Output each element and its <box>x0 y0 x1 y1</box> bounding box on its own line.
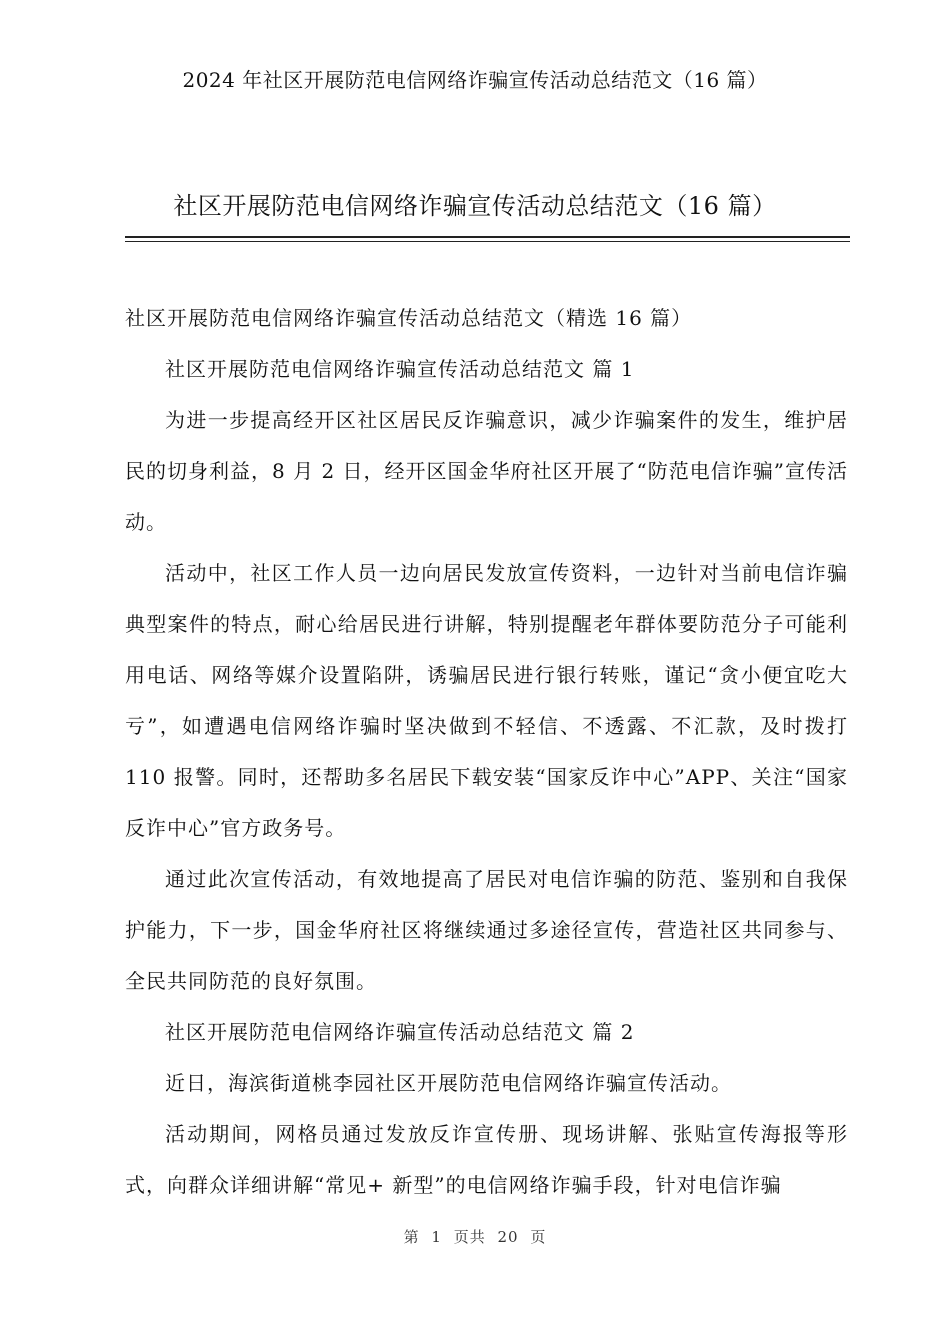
document-title: 社区开展防范电信网络诈骗宣传活动总结范文（16 篇） <box>173 192 777 220</box>
body-paragraph: 活动期间，网格员通过发放反诈宣传册、现场讲解、张贴宣传海报等形式，向群众详细讲解“常见+ 新型”的电信网络诈骗手段，针对电信诈骗 <box>125 1122 848 1197</box>
page-number: 第 1 页共 20 页 <box>403 1228 547 1246</box>
title-rule-thick <box>125 236 850 238</box>
section-heading-1: 社区开展防范电信网络诈骗宣传活动总结范文 篇 1 <box>165 357 635 381</box>
body-paragraph: 活动中，社区工作人员一边向居民发放宣传资料，一边针对当前电信诈骗典型案件的特点，耐心给居民进行讲解，特别提醒老年群体要防范分子可能利用电话、网络等媒介设置陷阱，诱骗居民进行银行转账，谨记“贪小便宜吃大亏”，如遭遇电信网络诈骗时坚决做到不轻信、不透露、不汇款，及时拨打 110 报警。同时，还帮助多名居民下载安装“国家反诈中心”APP、关注“国家反诈中心”官方政务号。 <box>125 561 848 840</box>
body-paragraph: 通过此次宣传活动，有效地提高了居民对电信诈骗的防范、鉴别和自我保护能力，下一步，国金华府社区将继续通过多途径宣传，营造社区共同参与、全民共同防范的良好氛围。 <box>125 867 848 993</box>
body-paragraph: 为进一步提高经开区社区居民反诈骗意识，减少诈骗案件的发生，维护居民的切身利益，8 月 2 日，经开区国金华府社区开展了“防范电信诈骗”宣传活动。 <box>125 408 848 534</box>
document-subtitle: 社区开展防范电信网络诈骗宣传活动总结范文（精选 16 篇） <box>125 306 693 330</box>
section-heading-2: 社区开展防范电信网络诈骗宣传活动总结范文 篇 2 <box>165 1020 635 1044</box>
running-header: 2024 年社区开展防范电信网络诈骗宣传活动总结范文（16 篇） <box>182 68 768 92</box>
title-rule-thin <box>125 241 850 242</box>
body-paragraph: 近日，海滨街道桃李园社区开展防范电信网络诈骗宣传活动。 <box>165 1071 732 1095</box>
document-body <box>125 293 848 1211</box>
